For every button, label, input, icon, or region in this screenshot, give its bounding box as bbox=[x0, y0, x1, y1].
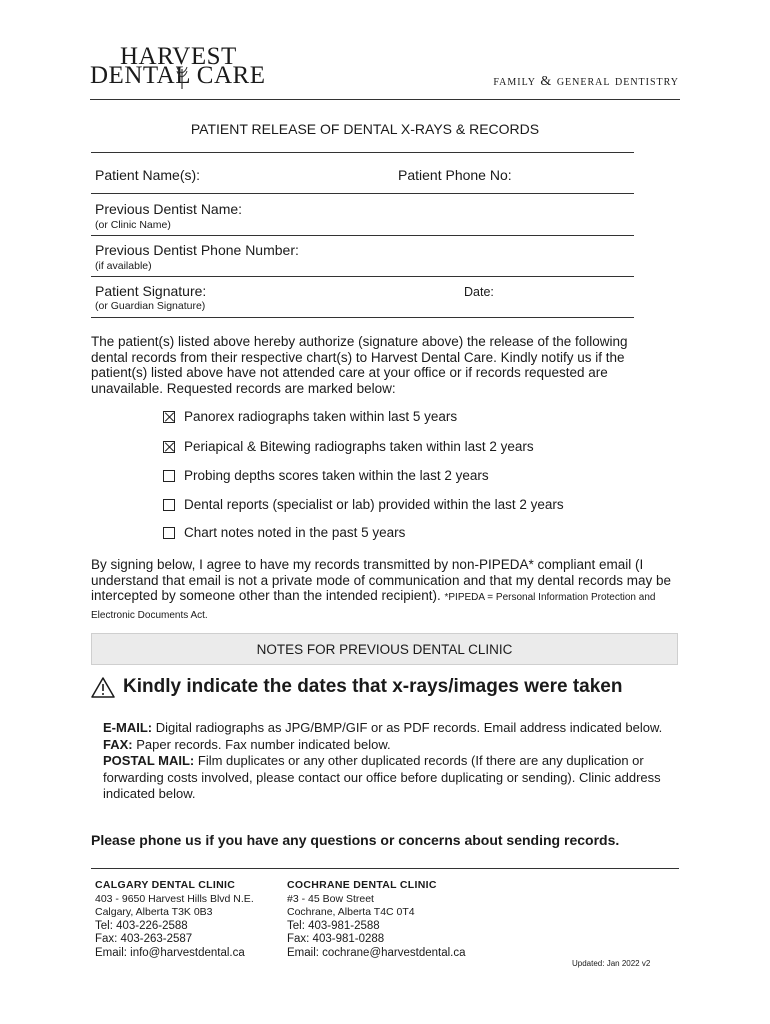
wheat-icon bbox=[175, 65, 189, 89]
record-label: Periapical & Bitewing radiographs taken within last 2 years bbox=[184, 439, 534, 454]
checkbox-checked-icon[interactable] bbox=[163, 441, 175, 453]
signature-line[interactable] bbox=[91, 317, 634, 318]
divider bbox=[91, 152, 634, 153]
checkbox-icon[interactable] bbox=[163, 499, 175, 511]
prev-dentist-label: Previous Dentist Name: bbox=[95, 201, 243, 217]
clinic-city: Calgary, Alberta T3K 0B3 bbox=[95, 906, 213, 918]
kindly-text: Kindly indicate the dates that x-rays/images were taken bbox=[123, 676, 623, 697]
postal-method-text: Film duplicates or any other duplicated records (If there are any duplication or forwarding costs involved, please contact our office before duplicating or sending). Clinic address indicated below. bbox=[103, 753, 661, 801]
postal-method bbox=[103, 753, 673, 803]
logo-text-bottom: DENTAL CARE bbox=[90, 62, 266, 89]
checkbox-icon[interactable] bbox=[163, 470, 175, 482]
warning-icon bbox=[91, 677, 115, 698]
postal-method-label: POSTAL MAIL: bbox=[103, 753, 195, 768]
clinic-phone[interactable]: Tel: 403-226-2588 bbox=[95, 919, 188, 932]
checkbox-checked-icon[interactable] bbox=[163, 411, 175, 423]
date-label: Date: bbox=[464, 285, 494, 299]
pipeda-footnote: *PIPEDA = Personal Information Protection and Electronic Documents Act. bbox=[91, 592, 656, 621]
cochrane-clinic bbox=[287, 879, 466, 960]
kindly-heading bbox=[91, 676, 622, 698]
email-method-text: Digital radiographs as JPG/BMP/GIF or as PDF records. Email address indicated below. bbox=[155, 720, 663, 735]
patient-name-line[interactable] bbox=[91, 193, 634, 194]
patient-names-label: Patient Name(s): bbox=[95, 167, 201, 183]
notes-heading bbox=[91, 633, 678, 665]
phone-note: Please phone us if you have any questions or concerns about sending records. bbox=[91, 832, 620, 848]
clinic-phone[interactable]: Tel: 403-981-2588 bbox=[287, 919, 380, 932]
record-label: Dental reports (specialist or lab) provided within the last 2 years bbox=[184, 497, 564, 512]
logo-text-top: HARVEST bbox=[120, 43, 237, 70]
record-item-chart-notes[interactable] bbox=[163, 525, 405, 540]
clinic-address: 403 - 9650 Harvest Hills Blvd N.E. bbox=[95, 892, 254, 905]
prev-phone-sublabel: (if available) bbox=[95, 260, 152, 272]
patient-phone-label: Patient Phone No: bbox=[398, 167, 512, 183]
consent-text bbox=[91, 557, 681, 623]
record-item-panorex[interactable] bbox=[163, 409, 457, 424]
calgary-clinic bbox=[95, 879, 254, 960]
clinic-address: #3 - 45 Bow Street bbox=[287, 892, 374, 905]
authorization-text: The patient(s) listed above hereby authorize (signature above) the release of the following dental records from their respective chart(s) to Harvest Dental Care. Kindly notify us if the patient(s) listed above have not attended care at your office or if records requested are unavailable. Requested records are marked below: bbox=[91, 334, 628, 396]
prev-phone-line[interactable] bbox=[91, 276, 634, 277]
prev-phone-label: Previous Dentist Phone Number: bbox=[95, 242, 299, 258]
record-item-reports[interactable] bbox=[163, 497, 564, 512]
consent-body: By signing below, I agree to have my records transmitted by non-PIPEDA* compliant email (I understand that email is not a private mode of communication and that my dental records may be intercepted by someone other than the intended recipient). bbox=[91, 557, 672, 603]
tagline: family & general dentistry bbox=[493, 74, 679, 89]
record-label: Probing depths scores taken within the last 2 years bbox=[184, 468, 489, 483]
header-divider bbox=[90, 99, 680, 100]
clinic-name: CALGARY DENTAL CLINIC bbox=[95, 879, 236, 891]
prev-dentist-line[interactable] bbox=[91, 235, 634, 236]
signature-label: Patient Signature: bbox=[95, 283, 207, 299]
fax-method-text: Paper records. Fax number indicated below. bbox=[136, 736, 391, 752]
signature-sublabel: (or Guardian Signature) bbox=[95, 300, 206, 312]
record-item-probing[interactable] bbox=[163, 468, 489, 483]
prev-dentist-sublabel: (or Clinic Name) bbox=[95, 219, 171, 231]
clinic-name: COCHRANE DENTAL CLINIC bbox=[287, 879, 437, 891]
clinic-fax: Fax: 403-981-0288 bbox=[287, 933, 385, 945]
email-method-label: E-MAIL: bbox=[103, 720, 153, 735]
notes-heading-text: NOTES FOR PREVIOUS DENTAL CLINIC bbox=[256, 641, 513, 657]
fax-method bbox=[103, 737, 673, 754]
updated-note: Updated: Jan 2022 v2 bbox=[572, 959, 651, 968]
methods-list bbox=[103, 720, 673, 803]
clinic-city: Cochrane, Alberta T4C 0T4 bbox=[287, 906, 415, 918]
record-item-periapical[interactable] bbox=[163, 439, 534, 454]
record-label: Panorex radiographs taken within last 5 years bbox=[184, 409, 458, 424]
clinic-fax: Fax: 403-263-2587 bbox=[95, 933, 193, 945]
record-label: Chart notes noted in the past 5 years bbox=[184, 525, 406, 540]
form-title: PATIENT RELEASE OF DENTAL X-RAYS & RECORDS bbox=[190, 121, 540, 137]
clinic-email[interactable]: Email: info@harvestdental.ca bbox=[95, 946, 245, 959]
checkbox-icon[interactable] bbox=[163, 527, 175, 539]
email-method bbox=[103, 720, 673, 737]
fax-method-label: FAX: bbox=[103, 736, 133, 752]
clinic-email[interactable]: Email: cochrane@harvestdental.ca bbox=[287, 946, 466, 959]
footer-divider bbox=[91, 868, 679, 869]
